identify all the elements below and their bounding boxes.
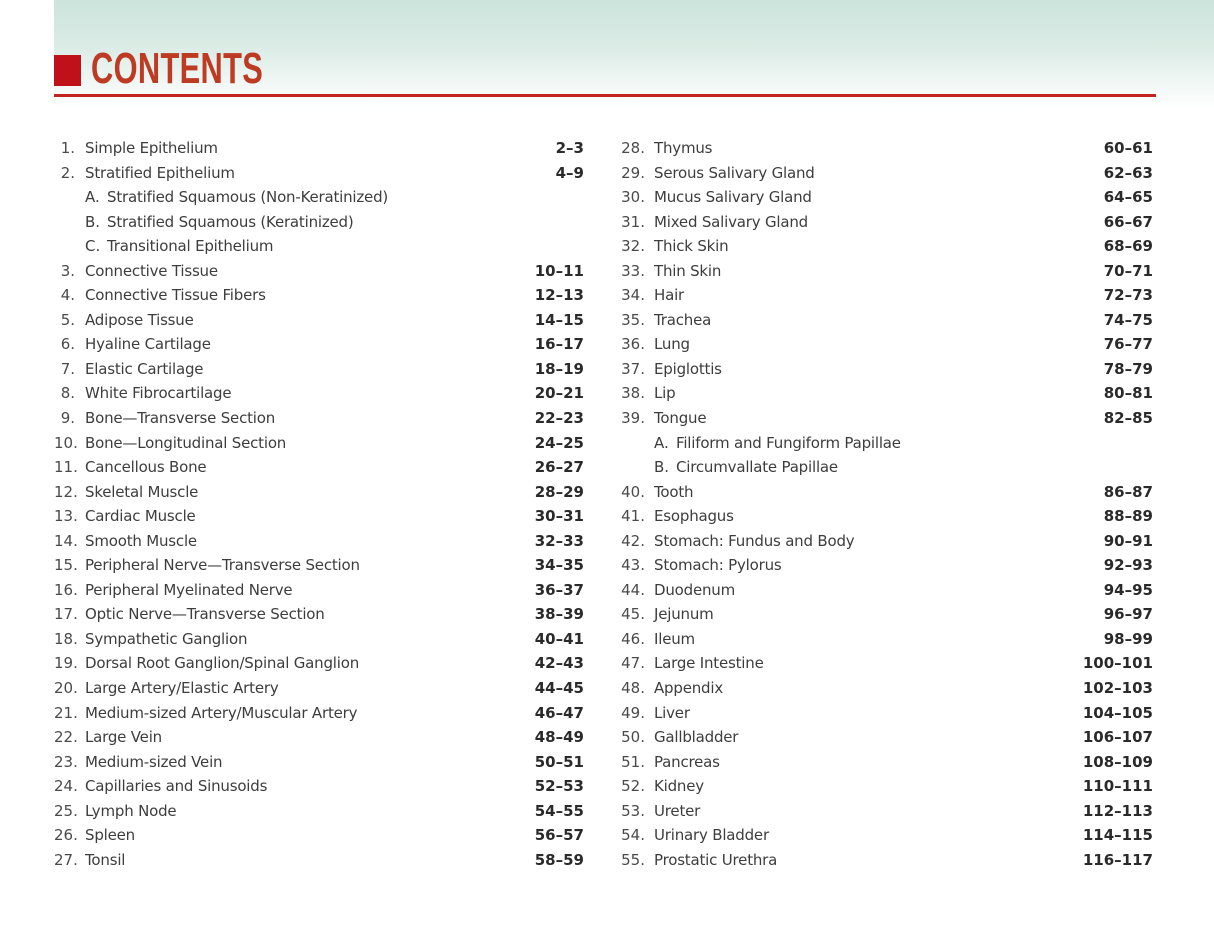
entry-title: Cancellous Bone [85,458,207,477]
entry-page-range: 92–93 [1103,556,1153,575]
entry-page-range: 90–91 [1103,531,1153,550]
entry-title: Large Intestine [654,654,764,673]
toc-entry[interactable] [618,799,1153,824]
toc-entry[interactable] [54,455,584,480]
entry-number: 23. [54,752,78,771]
toc-entry[interactable] [618,185,1153,210]
entry-page-range: 24–25 [534,433,584,452]
toc-entry[interactable] [618,283,1153,308]
entry-number: 35. [621,310,645,329]
entry-title: Serous Salivary Gland [654,163,815,182]
entry-page-range: 18–19 [534,359,584,378]
toc-entry[interactable] [618,259,1153,284]
entry-number: 18. [54,629,78,648]
subentry-letter: C. [85,237,101,256]
entry-number: 46. [621,629,645,648]
entry-number: 31. [621,212,645,231]
toc-entry[interactable] [618,602,1153,627]
entry-page-range: 50–51 [534,752,584,771]
entry-page-range: 38–39 [534,605,584,624]
toc-entry[interactable] [618,529,1153,554]
subentry-letter: A. [85,188,100,207]
entry-page-range: 32–33 [534,531,584,550]
entry-page-range: 42–43 [534,654,584,673]
entry-page-range: 72–73 [1103,286,1153,305]
entry-page-range: 64–65 [1103,188,1153,207]
entry-number: 12. [54,482,78,501]
entry-title: Hyaline Cartilage [85,335,211,354]
entry-title: Large Artery/Elastic Artery [85,679,279,698]
entry-title: Spleen [85,826,135,845]
entry-number: 7. [60,359,75,378]
toc-subentry[interactable] [54,185,584,210]
toc-entry[interactable] [618,725,1153,750]
toc-entry[interactable] [618,823,1153,848]
entry-number: 45. [621,605,645,624]
entry-page-range: 104–105 [1082,703,1153,722]
entry-number: 44. [621,580,645,599]
toc-entry[interactable] [54,750,584,775]
entry-page-range: 28–29 [534,482,584,501]
entry-number: 6. [60,335,75,354]
entry-page-range: 26–27 [534,458,584,477]
entry-page-range: 20–21 [534,384,584,403]
entry-number: 51. [621,752,645,771]
entry-number: 13. [54,507,78,526]
entry-number: 25. [54,801,78,820]
entry-title: Lymph Node [85,801,177,820]
entry-number: 22. [54,728,78,747]
entry-page-range: 114–115 [1082,826,1153,845]
subentry-title: Filiform and Fungiform Papillae [676,433,901,452]
entry-number: 48. [621,679,645,698]
entry-title: Stomach: Fundus and Body [654,531,855,550]
entry-number: 9. [60,409,75,428]
toc-entry[interactable] [54,725,584,750]
entry-page-range: 30–31 [534,507,584,526]
toc-entry[interactable] [618,210,1153,235]
toc-entry[interactable] [618,357,1153,382]
entry-page-range: 112–113 [1082,801,1153,820]
entry-title: Liver [654,703,690,722]
entry-number: 19. [54,654,78,673]
entry-number: 24. [54,777,78,796]
entry-number: 34. [621,286,645,305]
entry-number: 33. [621,261,645,280]
entry-number: 49. [621,703,645,722]
entry-title: Lip [654,384,676,403]
entry-page-range: 52–53 [534,777,584,796]
entry-number: 32. [621,237,645,256]
toc-entry[interactable] [618,701,1153,726]
entry-title: Cardiac Muscle [85,507,196,526]
entry-page-range: 98–99 [1103,629,1153,648]
entry-number: 40. [621,482,645,501]
entry-page-range: 76–77 [1103,335,1153,354]
entry-page-range: 78–79 [1103,359,1153,378]
entry-number: 30. [621,188,645,207]
entry-page-range: 60–61 [1103,139,1153,157]
entry-number: 39. [621,409,645,428]
entry-number: 1. [60,139,75,157]
entry-number: 5. [60,310,75,329]
toc-entry[interactable] [54,504,584,529]
subentry-letter: B. [85,212,101,231]
entry-number: 26. [54,826,78,845]
entry-title: Gallbladder [654,728,739,747]
toc-entry[interactable] [618,308,1153,333]
entry-number: 28. [621,139,645,157]
entry-number: 38. [621,384,645,403]
entry-page-range: 66–67 [1103,212,1153,231]
subentry-title: Transitional Epithelium [107,237,274,256]
entry-page-range: 96–97 [1103,605,1153,624]
entry-page-range: 86–87 [1103,482,1153,501]
toc-entry[interactable] [54,578,584,603]
entry-number: 41. [621,507,645,526]
toc-entry[interactable] [54,431,584,456]
entry-number: 4. [60,286,75,305]
toc-right-column [618,136,1153,872]
entry-number: 14. [54,531,78,550]
entry-number: 55. [621,850,645,869]
entry-title: Mucus Salivary Gland [654,188,812,207]
entry-title: Tooth [654,482,694,501]
entry-page-range: 94–95 [1103,580,1153,599]
entry-title: Peripheral Myelinated Nerve [85,580,293,599]
title-underline-rule [54,94,1156,97]
toc-entry[interactable] [618,553,1153,578]
subentry-title: Stratified Squamous (Non-Keratinized) [107,188,389,207]
toc-subentry[interactable] [618,455,1153,480]
toc-entry[interactable] [54,553,584,578]
entry-page-range: 12–13 [534,286,584,305]
entry-page-range: 100–101 [1082,654,1153,673]
entry-page-range: 56–57 [534,826,584,845]
toc-entry[interactable] [618,234,1153,259]
toc-entry[interactable] [54,308,584,333]
entry-number: 50. [621,728,645,747]
entry-title: Optic Nerve—Transverse Section [85,605,325,624]
entry-title: Connective Tissue [85,261,218,280]
toc-entry[interactable] [54,259,584,284]
entry-title: Prostatic Urethra [654,850,778,869]
entry-title: Duodenum [654,580,736,599]
entry-title: Capillaries and Sinusoids [85,777,268,796]
entry-title: Tongue [654,409,707,428]
toc-entry[interactable] [618,676,1153,701]
entry-number: 54. [621,826,645,845]
entry-number: 8. [60,384,75,403]
entry-page-range: 54–55 [534,801,584,820]
entry-page-range: 110–111 [1082,777,1153,796]
toc-entry[interactable] [618,480,1153,505]
entry-title: Sympathetic Ganglion [85,629,248,648]
entry-title: Esophagus [654,507,734,526]
entry-title: White Fibrocartilage [85,384,232,403]
entry-page-range: 4–9 [555,163,584,182]
entry-title: Adipose Tissue [85,310,194,329]
toc-entry[interactable] [54,676,584,701]
toc-entry[interactable] [54,161,584,186]
toc-subentry[interactable] [618,431,1153,456]
entry-page-range: 46–47 [534,703,584,722]
entry-page-range: 108–109 [1082,752,1153,771]
entry-page-range: 82–85 [1103,409,1153,428]
toc-entry[interactable] [54,332,584,357]
entry-title: Jejunum [654,605,714,624]
subentry-title: Circumvallate Papillae [676,458,838,477]
entry-title: Dorsal Root Ganglion/Spinal Ganglion [85,654,360,673]
entry-title: Large Vein [85,728,162,747]
entry-number: 47. [621,654,645,673]
entry-title: Ureter [654,801,701,820]
toc-entry[interactable] [54,406,584,431]
entry-page-range: 16–17 [534,335,584,354]
entry-page-range: 2–3 [555,139,584,157]
entry-page-range: 68–69 [1103,237,1153,256]
entry-page-range: 70–71 [1103,261,1153,280]
entry-title: Thin Skin [654,261,722,280]
entry-page-range: 10–11 [534,261,584,280]
toc-entry[interactable] [618,651,1153,676]
entry-title: Thick Skin [654,237,729,256]
toc-left-column [54,136,584,872]
toc-entry[interactable] [618,774,1153,799]
entry-number: 3. [60,261,75,280]
entry-number: 10. [54,433,78,452]
toc-entry[interactable] [54,529,584,554]
entry-number: 16. [54,580,78,599]
toc-subentry[interactable] [54,234,584,259]
page-title: CONTENTS [91,44,264,93]
entry-page-range: 34–35 [534,556,584,575]
entry-title: Trachea [654,310,712,329]
entry-number: 20. [54,679,78,698]
subentry-letter: A. [654,433,669,452]
toc-entry[interactable] [618,161,1153,186]
toc-entry[interactable] [618,406,1153,431]
entry-page-range: 22–23 [534,409,584,428]
entry-title: Medium-sized Vein [85,752,223,771]
entry-title: Peripheral Nerve—Transverse Section [85,556,360,575]
entry-page-range: 36–37 [534,580,584,599]
toc-entry[interactable] [54,627,584,652]
toc-subentry[interactable] [54,210,584,235]
toc-entry[interactable] [54,136,584,161]
entry-title: Hair [654,286,685,305]
entry-title: Medium-sized Artery/Muscular Artery [85,703,358,722]
entry-number: 21. [54,703,78,722]
toc-entry[interactable] [54,283,584,308]
entry-page-range: 62–63 [1103,163,1153,182]
entry-page-range: 14–15 [534,310,584,329]
toc-entry[interactable] [54,823,584,848]
entry-title: Elastic Cartilage [85,359,204,378]
entry-title: Ileum [654,629,695,648]
toc-entry[interactable] [618,848,1153,873]
toc-entry[interactable] [54,602,584,627]
entry-title: Tonsil [85,850,126,869]
entry-page-range: 58–59 [534,850,584,869]
entry-number: 2. [60,163,75,182]
entry-page-range: 102–103 [1082,679,1153,698]
entry-title: Pancreas [654,752,720,771]
toc-entry[interactable] [54,848,584,873]
entry-title: Urinary Bladder [654,826,769,845]
entry-number: 17. [54,605,78,624]
entry-page-range: 80–81 [1103,384,1153,403]
entry-title: Bone—Transverse Section [85,409,276,428]
subentry-letter: B. [654,458,670,477]
entry-title: Skeletal Muscle [85,482,199,501]
entry-title: Bone—Longitudinal Section [85,433,287,452]
subentry-title: Stratified Squamous (Keratinized) [107,212,354,231]
entry-title: Stratified Epithelium [85,163,235,182]
entry-page-range: 74–75 [1103,310,1153,329]
entry-page-range: 48–49 [534,728,584,747]
toc-entry[interactable] [618,627,1153,652]
entry-page-range: 116–117 [1082,850,1153,869]
entry-number: 42. [621,531,645,550]
entry-number: 29. [621,163,645,182]
toc-entry[interactable] [618,504,1153,529]
entry-number: 52. [621,777,645,796]
entry-number: 43. [621,556,645,575]
entry-title: Mixed Salivary Gland [654,212,808,231]
entry-title: Connective Tissue Fibers [85,286,266,305]
toc-entry[interactable] [54,357,584,382]
toc-entry[interactable] [54,799,584,824]
toc-entry[interactable] [54,651,584,676]
entry-page-range: 106–107 [1082,728,1153,747]
toc-entry[interactable] [618,750,1153,775]
entry-title: Kidney [654,777,704,796]
entry-title: Appendix [654,679,724,698]
entry-number: 11. [54,458,78,477]
entry-title: Simple Epithelium [85,139,218,157]
entry-page-range: 88–89 [1103,507,1153,526]
toc-entry[interactable] [618,332,1153,357]
entry-title: Smooth Muscle [85,531,197,550]
entry-number: 36. [621,335,645,354]
toc-entry[interactable] [618,381,1153,406]
entry-title: Epiglottis [654,359,722,378]
entry-title: Stomach: Pylorus [654,556,782,575]
toc-entry[interactable] [54,701,584,726]
toc-entry[interactable] [54,774,584,799]
entry-number: 53. [621,801,645,820]
toc-entry[interactable] [54,480,584,505]
title-square-marker [54,55,81,86]
entry-page-range: 40–41 [534,629,584,648]
toc-entry[interactable] [54,381,584,406]
toc-entry[interactable] [618,578,1153,603]
entry-page-range: 44–45 [534,679,584,698]
entry-number: 27. [54,850,78,869]
entry-title: Thymus [654,139,713,157]
toc-entry[interactable] [618,136,1153,161]
entry-title: Lung [654,335,690,354]
entry-number: 15. [54,556,78,575]
entry-number: 37. [621,359,645,378]
